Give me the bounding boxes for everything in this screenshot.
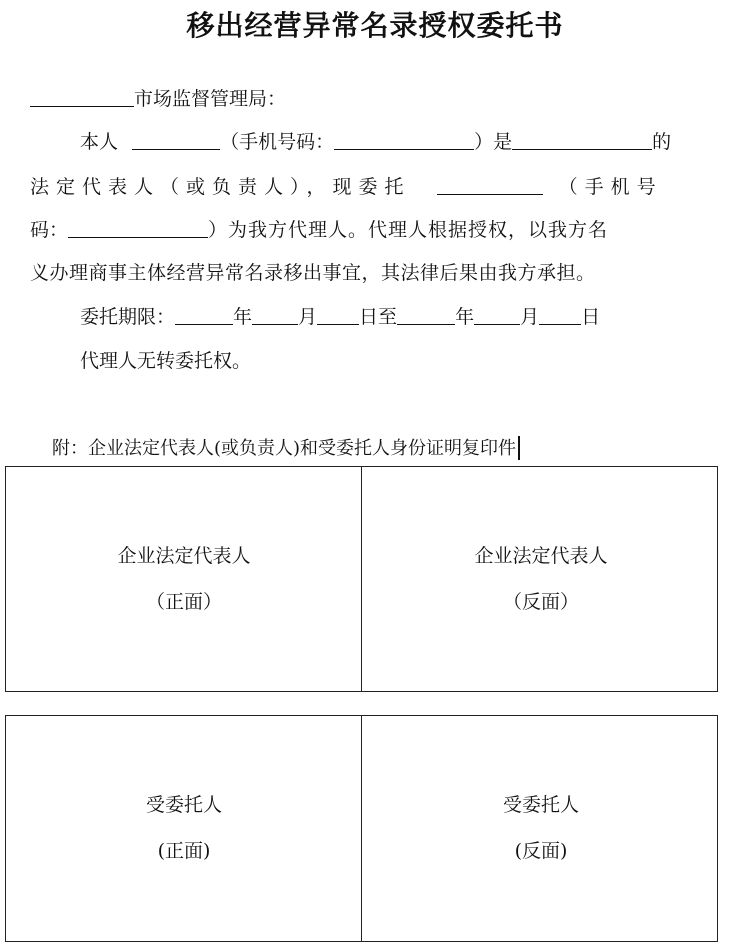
day-label-2: 日 xyxy=(581,306,601,328)
addressee-line xyxy=(30,86,286,112)
start-day-blank[interactable] xyxy=(317,304,359,325)
agent-name-blank[interactable] xyxy=(437,174,543,195)
para-line-1 xyxy=(80,129,671,155)
principal-name-blank[interactable] xyxy=(132,129,220,150)
start-year-blank[interactable] xyxy=(175,304,233,325)
attachment-text: 附：企业法定代表人(或负责人)和受委托人身份证明复印件 xyxy=(52,438,517,459)
cell-title: 企业法定代表人 xyxy=(117,545,251,567)
agent-phone-label: （手机号 xyxy=(558,176,663,198)
cell-side: （反面） xyxy=(502,591,579,613)
agent-phone-blank[interactable] xyxy=(68,217,208,238)
term-line xyxy=(80,304,600,330)
para-line-4: 义办理商事主体经营异常名录移出事宜，其法律后果由我方承担。 xyxy=(30,262,596,284)
document-title: 移出经营异常名录授权委托书 xyxy=(186,9,564,42)
start-month-blank[interactable] xyxy=(252,304,298,325)
cell-side: (正面) xyxy=(157,840,211,862)
cell-side: （正面） xyxy=(145,591,222,613)
id-copy-box-legal-rep xyxy=(5,466,718,692)
authority-blank[interactable] xyxy=(30,86,134,107)
month-label-2: 月 xyxy=(520,306,540,328)
text-cursor xyxy=(518,436,520,460)
month-label: 月 xyxy=(298,306,318,328)
end-year-blank[interactable] xyxy=(397,304,455,325)
addressee-text: 市场监督管理局： xyxy=(134,88,287,110)
no-subdelegation: 代理人无转委托权。 xyxy=(80,350,252,372)
company-name-blank[interactable] xyxy=(512,129,652,150)
id-copy-box-agent xyxy=(5,715,718,942)
agent-front-cell[interactable] xyxy=(6,782,362,874)
cell-title: 企业法定代表人 xyxy=(474,545,608,567)
of-label: 的 xyxy=(652,131,672,153)
agent-back-cell[interactable] xyxy=(363,782,719,874)
end-day-blank[interactable] xyxy=(539,304,581,325)
is-label: ）是 xyxy=(474,131,513,153)
year-label-2: 年 xyxy=(455,306,475,328)
cell-side: (反面) xyxy=(514,840,568,862)
legal-rep-front-cell[interactable] xyxy=(6,533,362,625)
legal-rep-text: 法定代表人（或负责人），现委托 xyxy=(30,176,411,198)
term-label: 委托期限： xyxy=(80,306,176,328)
legal-rep-back-cell[interactable] xyxy=(363,533,719,625)
cell-title: 受委托人 xyxy=(502,794,579,816)
principal-phone-blank[interactable] xyxy=(334,129,474,150)
year-label: 年 xyxy=(233,306,253,328)
agent-appoint-text: ）为我方代理人。代理人根据授权，以我方名 xyxy=(208,219,609,241)
day-to-label: 日至 xyxy=(359,306,398,328)
attachment-line[interactable] xyxy=(52,436,520,462)
end-month-blank[interactable] xyxy=(474,304,520,325)
para-line-3 xyxy=(30,217,608,243)
cell-title: 受委托人 xyxy=(145,794,222,816)
self-label: 本人 xyxy=(80,131,119,153)
phone-label: （手机号码： xyxy=(220,131,335,153)
code-label: 码： xyxy=(30,219,69,241)
para-line-2 xyxy=(30,174,663,200)
